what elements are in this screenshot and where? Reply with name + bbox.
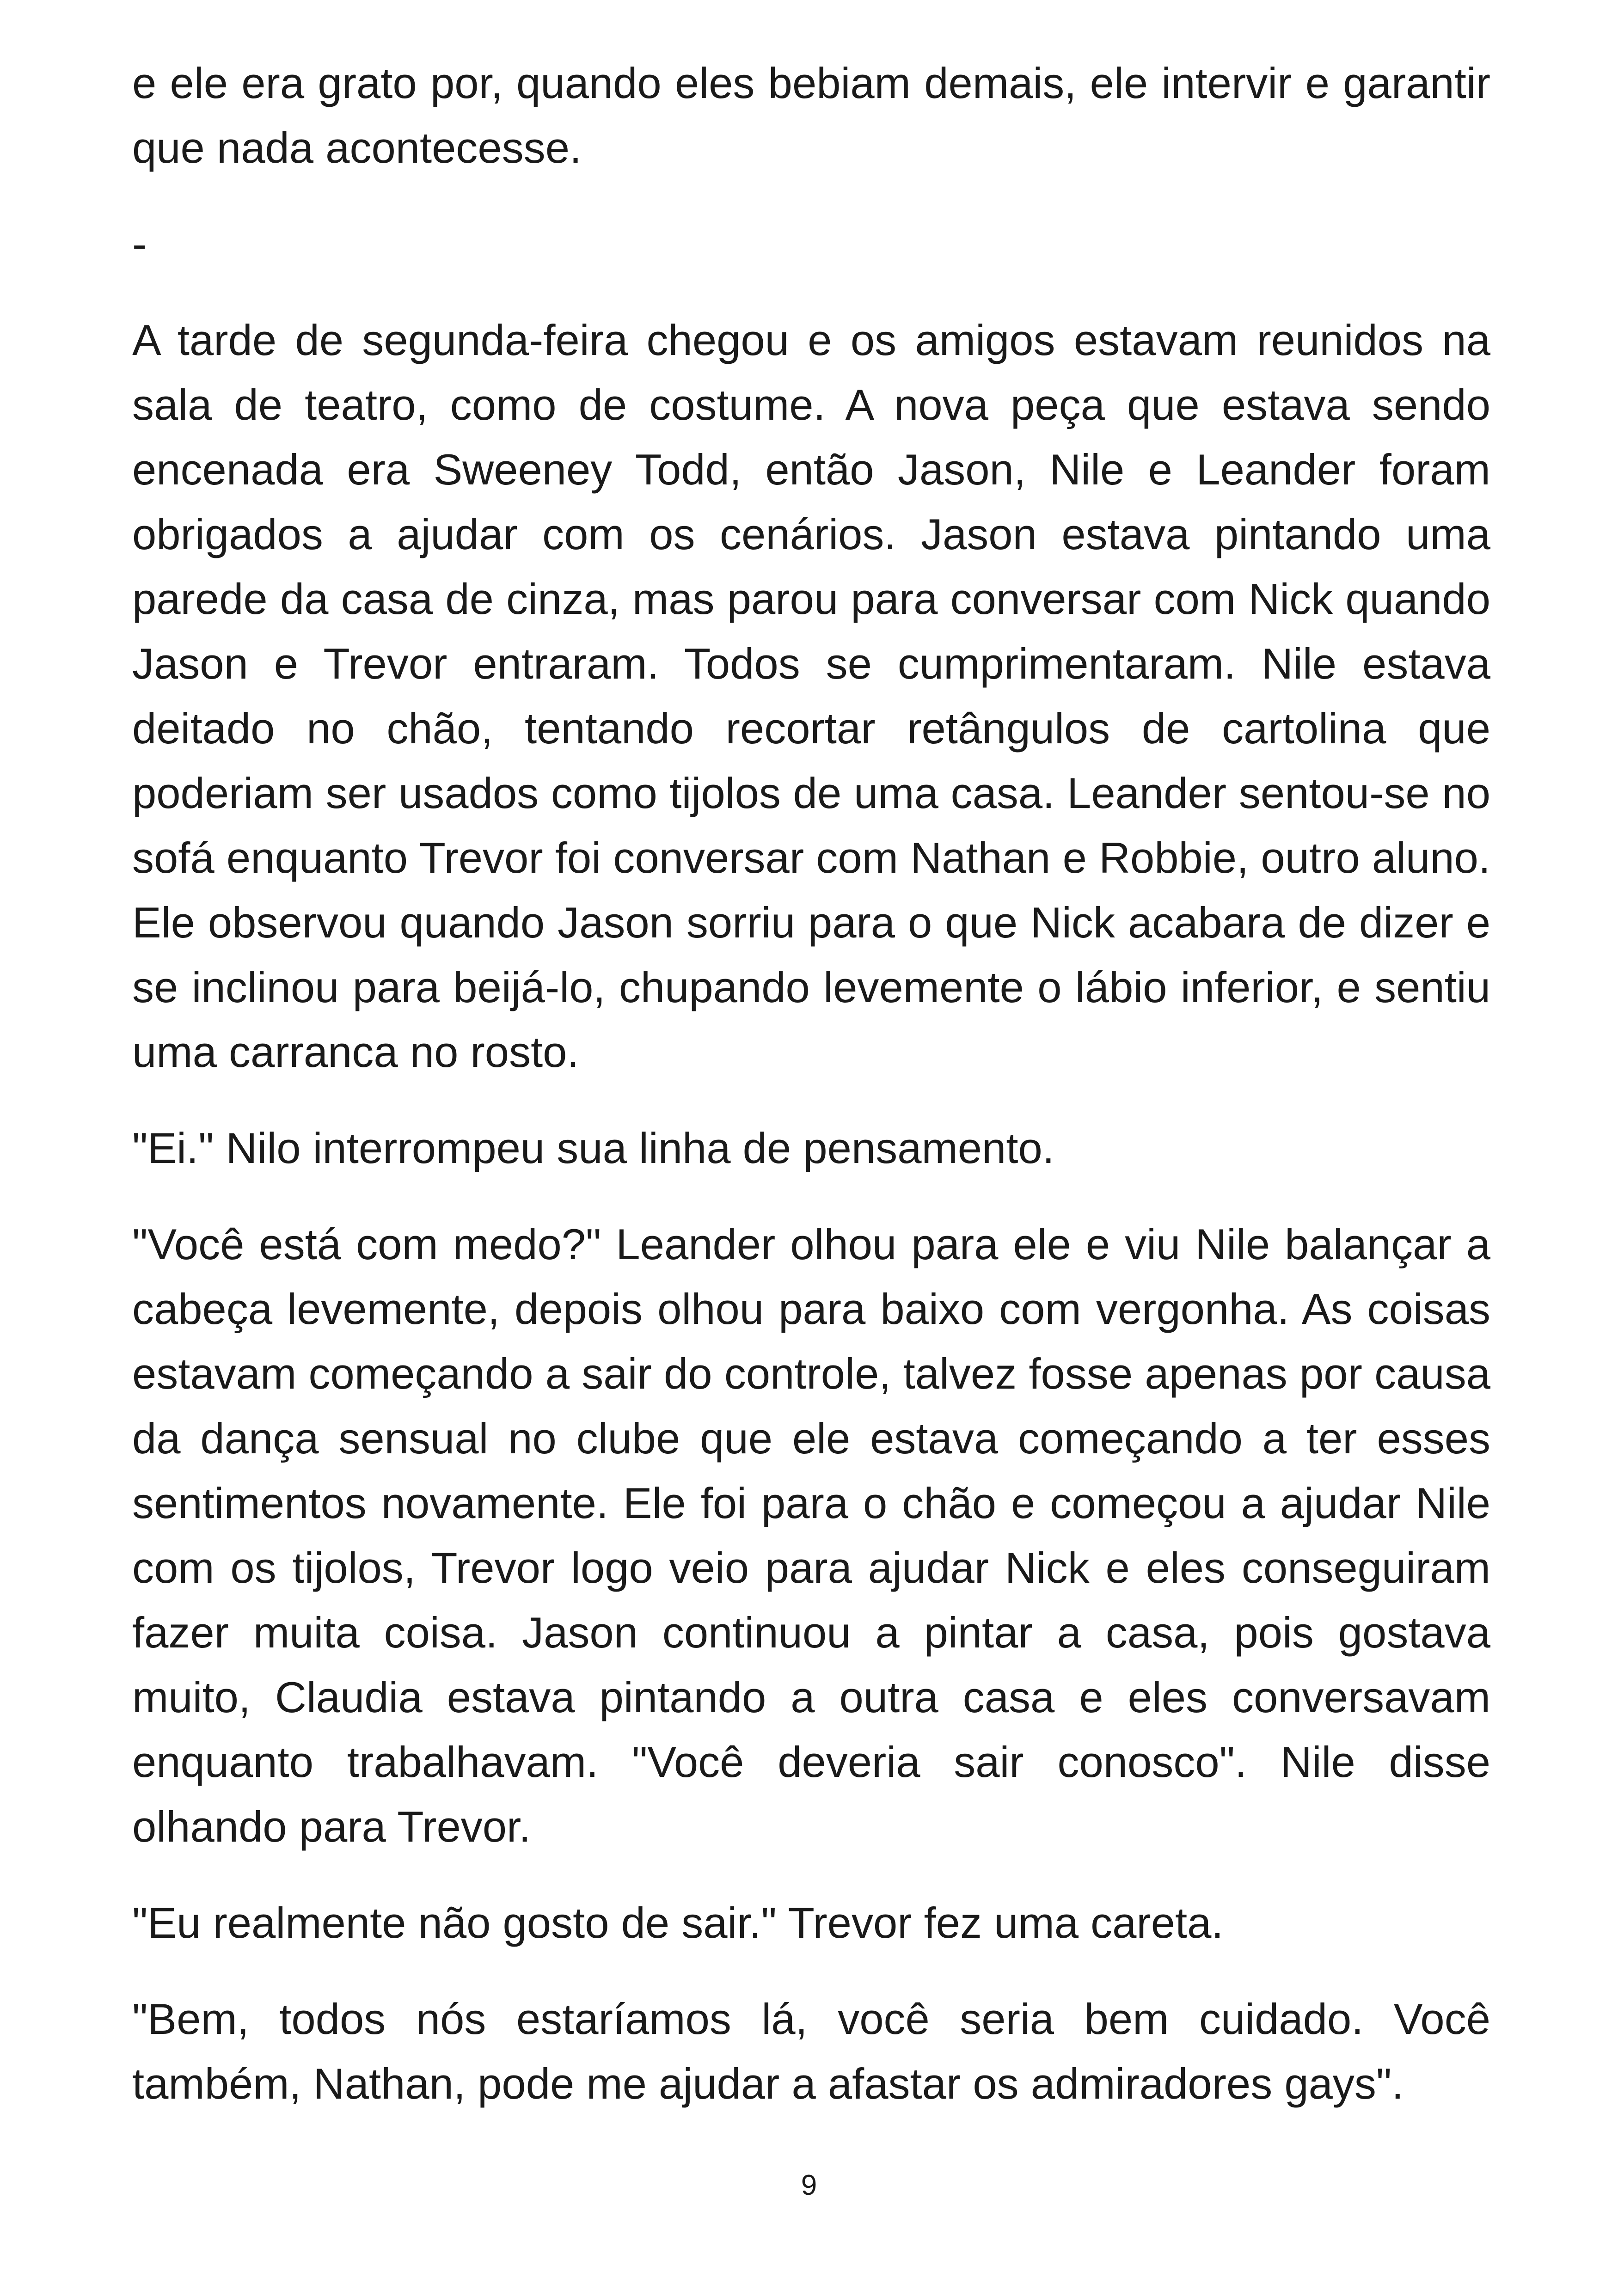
- paragraph-4: "Você está com medo?" Leander olhou para ele e viu Nile balançar a cabeça levemente, depois olhou para baixo com vergonha. As coisas estavam começando a sair do controle, talvez fosse apenas por causa da dança sensual no clube que ele estava começando a ter esses sentimentos novamente. Ele foi para o chão e começou a ajudar Nile com os tijolos, Trevor logo veio para ajudar Nick e eles conseguiram fazer muita coisa. Jason continuou a pintar a casa, pois gostava muito, Claudia estava pintando a outra casa e eles conversavam enquanto trabalhavam. "Você deveria sair conosco". Nile disse olhando para Trevor.: [132, 1220, 1490, 1851]
- paragraph-5: "Eu realmente não gosto de sair." Trevor fez uma careta.: [132, 1898, 1224, 1947]
- paragraph-3: "Ei." Nilo interrompeu sua linha de pensamento.: [132, 1124, 1054, 1172]
- body-text: [132, 51, 1490, 2148]
- paragraph-6: "Bem, todos nós estaríamos lá, você seria bem cuidado. Você também, Nathan, pode me ajudar a afastar os admiradores gays".: [132, 1995, 1490, 2108]
- page-number: 9: [801, 2169, 817, 2201]
- paragraph-1: e ele era grato por, quando eles bebiam demais, ele intervir e garantir que nada acontecesse.: [132, 59, 1490, 172]
- scene-break: -: [132, 220, 147, 268]
- paragraph-2: A tarde de segunda-feira chegou e os amigos estavam reunidos na sala de teatro, como de costume. A nova peça que estava sendo encenada era Sweeney Todd, então Jason, Nile e Leander foram obrigados a ajudar com os cenários. Jason estava pintando uma parede da casa de cinza, mas parou para conversar com Nick quando Jason e Trevor entraram. Todos se cumprimentaram. Nile estava deitado no chão, tentando recortar retângulos de cartolina que poderiam ser usados como tijolos de uma casa. Leander sentou-se no sofá enquanto Trevor foi conversar com Nathan e Robbie, outro aluno. Ele observou quando Jason sorriu para o que Nick acabara de dizer e se inclinou para beijá-lo, chupando levemente o lábio inferior, e sentiu uma carranca no rosto.: [132, 316, 1490, 1076]
